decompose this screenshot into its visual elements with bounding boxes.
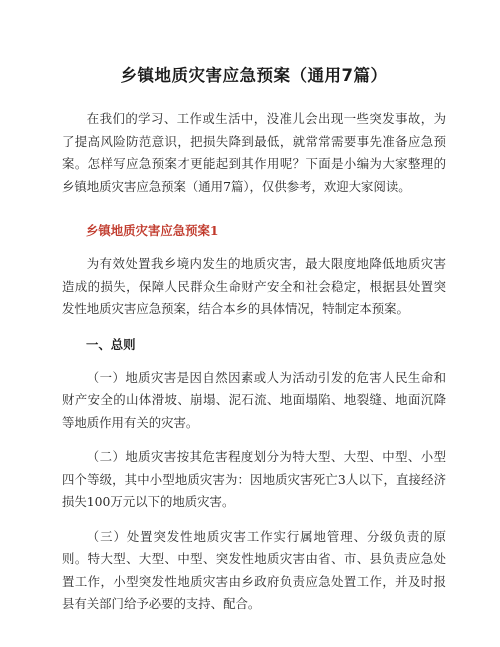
purpose-paragraph: 为有效处置我乡境内发生的地质灾害，最大限度地降低地质灾害造成的损失，保障人民群众生命财产安全和社会稳定，根据县处置突发性地质灾害应急预案，结合本乡的具体情况，特制定本预案。 xyxy=(62,256,446,316)
clause-3-paragraph: （三）处置突发性地质灾害工作实行属地管理、分级负责的原则。特大型、大型、中型、突发性地质灾害由省、市、县负责应急处置工作，小型突发性地质灾害由乡政府负责应急处置工作，并及时报县有关部门给予必要的支持、配合。 xyxy=(62,528,446,611)
clause-2-paragraph: （二）地质灾害按其危害程度划分为特大型、大型、中型、小型四个等级，其中小型地质灾害为：因地质灾害死亡3人以下，直接经济损失100万元以下的地质灾害。 xyxy=(62,449,446,509)
document-title: 乡镇地质灾害应急预案（通用7篇） xyxy=(120,66,388,85)
clause-1-paragraph: （一）地质灾害是因自然因素或人为活动引发的危害人民生命和财产安全的山体滑坡、崩塌、泥石流、地面塌陷、地裂缝、地面沉降等地质作用有关的灾害。 xyxy=(62,369,446,430)
section-title: 乡镇地质灾害应急预案1 xyxy=(86,223,219,238)
intro-paragraph: 在我们的学习、工作或生活中，没准儿会出现一些突发事故，为了提高风险防范意识，把损失降到最低，就常常需要事先准备应急预案。怎样写应急预案才更能起到其作用呢？下面是小编为大家整理的乡镇地质灾害应急预案（通用7篇），仅供参考，欢迎大家阅读。 xyxy=(62,111,446,194)
heading-general: 一、总则 xyxy=(86,336,136,352)
